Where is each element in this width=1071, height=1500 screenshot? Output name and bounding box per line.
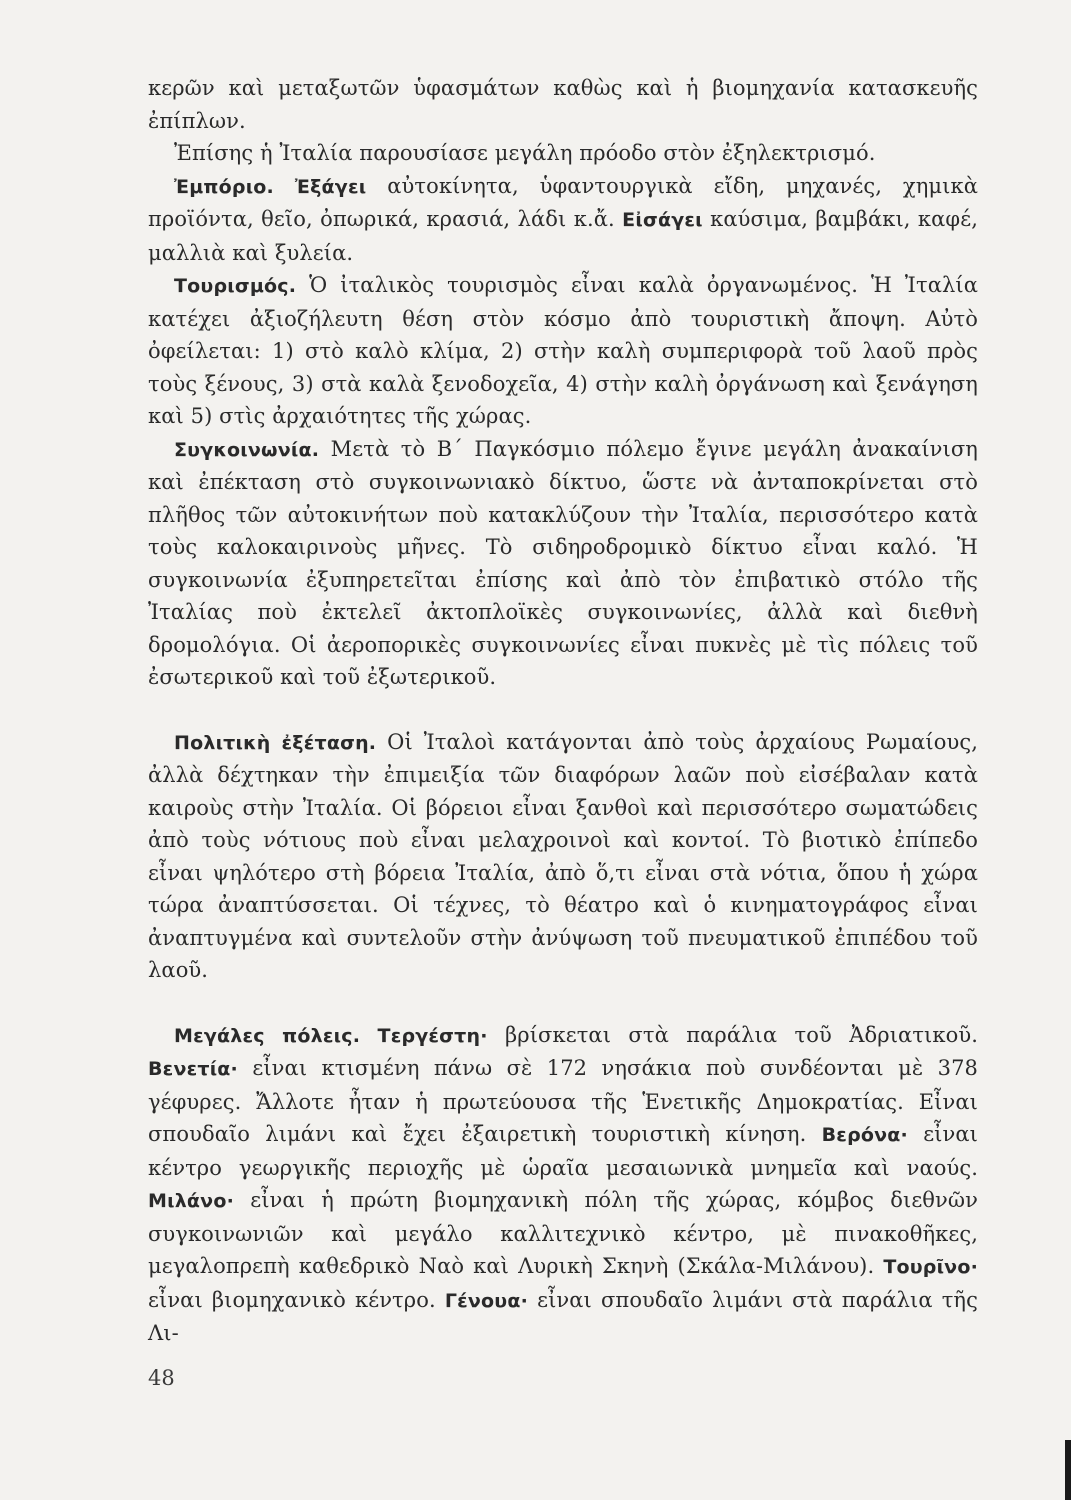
paragraph-political-review — [148, 726, 978, 987]
paragraph-trade — [148, 170, 978, 270]
page-edge-mark — [1065, 1440, 1071, 1500]
keyword-imports: Εἰσάγει — [622, 209, 703, 231]
keyword-exports: Ἐξάγει — [294, 175, 367, 198]
text-run: κερῶν καὶ μεταξωτῶν ὑφασμάτων καθὼς καὶ ἡ βιομηχανία κατασκευῆς ἐπίπλων. — [148, 76, 978, 133]
paragraph-electrification — [148, 137, 978, 170]
city-venice: Βενετία· — [148, 1058, 238, 1080]
paragraph-tourism — [148, 269, 978, 433]
city-verona: Βερόνα· — [821, 1124, 908, 1146]
city-milan: Μιλάνο· — [148, 1190, 235, 1212]
text-run: βρίσκεται στὰ παράλια τοῦ Ἀδριατικοῦ. — [487, 1022, 978, 1047]
page-number: 48 — [148, 1366, 175, 1390]
text-run: καύσιμα, βαμβάκι, καφέ, μαλλιὰ καὶ ξυλεία. — [148, 207, 978, 265]
text-run: Μετὰ τὸ Β΄ Παγκόσμιο πόλεμο ἔγινε μεγάλη ἀνακαίνιση καὶ ἐπέκταση στὸ συγκοινωνιακὸ δίκτυο, ὥστε νὰ ἀνταποκρίνεται στὸ πλῆθος τῶν αὐτοκινήτων ποὺ κατακλύζουν τὴν Ἰταλία, περισσότερο κατὰ τοὺς καλοκαιρινοὺς μῆνες. Τὸ σιδηροδρομικὸ δίκτυο εἶναι καλό. Ἡ συγκοινωνία ἐξυπηρετεῖται ἐπίσης καὶ ἀπὸ τὸν ἐπιβατικὸ στόλο τῆς Ἰταλίας ποὺ ἐκτελεῖ ἀκτοπλοϊκὲς συγκοινωνίες, ἀλλὰ καὶ διεθνὴ δρομολόγια. Οἱ ἀεροπορικὲς συγκοινωνίες εἶναι πυκνὲς μὲ τὶς πόλεις τοῦ ἐσωτερικοῦ καὶ τοῦ ἐξωτερικοῦ. — [148, 436, 978, 689]
paragraph-furniture-industry — [148, 72, 978, 137]
text-run — [274, 174, 295, 198]
text-run: αὐτοκίνητα, ὑφαντουργικὰ εἴδη, μηχανές, χημικὰ προϊόντα, θεῖο, ὀπωρικά, κρασιά, λάδι κ.ἄ. — [148, 173, 979, 231]
section-heading-transport: Συγκοινωνία. — [174, 438, 320, 461]
section-heading-tourism: Τουρισμός. — [174, 275, 297, 297]
text-run: εἶναι βιομηχανικὸ κέντρο. — [148, 1287, 445, 1312]
text-run — [360, 1023, 377, 1047]
city-trieste: Τεργέστη· — [377, 1024, 488, 1047]
city-genoa: Γένουα· — [444, 1289, 529, 1312]
paragraph-transport — [148, 433, 978, 694]
text-run: Οἱ Ἰταλοὶ κατάγονται ἀπὸ τοὺς ἀρχαίους Ρωμαίους, ἀλλὰ δέχτηκαν τὴν ἐπιμειξία τῶν διαφόρων λαῶν ποὺ εἰσέβαλαν κατὰ καιροὺς στὴν Ἰταλία. Οἱ βόρειοι εἶναι ξανθοὶ καὶ περισσότερο σωματώδεις ἀπὸ τοὺς νότιους ποὺ εἶναι μελαχροινοὶ καὶ κοντοί. Τὸ βιοτικὸ ἐπίπεδο εἶναι ψηλότερο στὴ βόρεια Ἰταλία, ἀπὸ ὅ,τι εἶναι στὰ νότια, ὅπου ἡ χώρα τώρα ἀναπτύσσεται. Οἱ τέχνες, τὸ θέατρο καὶ ὁ κινηματογράφος εἶναι ἀναπτυγμένα καὶ συντελοῦν στὴν ἀνύψωση τοῦ πνευματικοῦ ἐπιπέδου τοῦ λαοῦ. — [148, 729, 978, 982]
city-turin: Τουρῖνο· — [883, 1256, 978, 1278]
section-heading-trade: Ἐμπόριο. — [174, 175, 274, 198]
page-text — [148, 72, 978, 1350]
text-run: εἶναι κέντρο γεωργικῆς περιοχῆς μὲ ὡραῖα μεσαιωνικὰ μνημεῖα καὶ ναούς. — [148, 1122, 978, 1180]
section-heading-major-cities: Μεγάλες πόλεις. — [174, 1024, 361, 1047]
text-run: εἶναι ἡ πρώτη βιομηχανικὴ πόλη τῆς χώρας, κόμβος διεθνῶν συγκοινωνιῶν καὶ μεγάλο καλλιτεχνικὸ κέντρο, μὲ πινακοθῆκες, μεγαλοπρεπὴ καθεδρικὸ Ναὸ καὶ Λυρικὴ Σκηνὴ (Σκάλα-Μιλάνου). — [148, 1188, 978, 1278]
text-run: εἶναι σπουδαῖο λιμάνι στὰ παράλια τῆς Λι- — [148, 1287, 978, 1345]
text-run: Ἐπίσης ἡ Ἰταλία παρουσίασε μεγάλη πρόοδο στὸν ἐξηλεκτρισμό. — [174, 141, 876, 165]
text-run: Ὁ ἰταλικὸς τουρισμὸς εἶναι καλὰ ὀργανωμένος. Ἡ Ἰταλία κατέχει ἀξιοζήλευτη θέση στὸν κόσμο ἀπὸ τουριστικὴ ἄποψη. Αὐτὸ ὀφείλεται: 1) στὸ καλὸ κλίμα, 2) στὴν καλὴ συμπεριφορὰ τοῦ λαοῦ πρὸς τοὺς ξένους, 3) στὰ καλὰ ξενοδοχεῖα, 4) στὴν καλὴ ὀργάνωση καὶ ξενάγηση καὶ 5) στὶς ἀρχαιότητες τῆς χώρας. — [148, 273, 978, 428]
paragraph-major-cities — [148, 1019, 978, 1350]
text-run: εἶναι κτισμένη πάνω σὲ 172 νησάκια ποὺ συνδέονται μὲ 378 γέφυρες. Ἄλλοτε ἦταν ἡ πρωτεύουσα τῆς Ἑνετικῆς Δημοκρατίας. Εἶναι σπουδαῖο λιμάνι καὶ ἔχει ἐξαιρετικὴ τουριστικὴ κίνηση. — [148, 1056, 978, 1146]
section-heading-political-review: Πολιτικὴ ἐξέταση. — [174, 731, 377, 754]
